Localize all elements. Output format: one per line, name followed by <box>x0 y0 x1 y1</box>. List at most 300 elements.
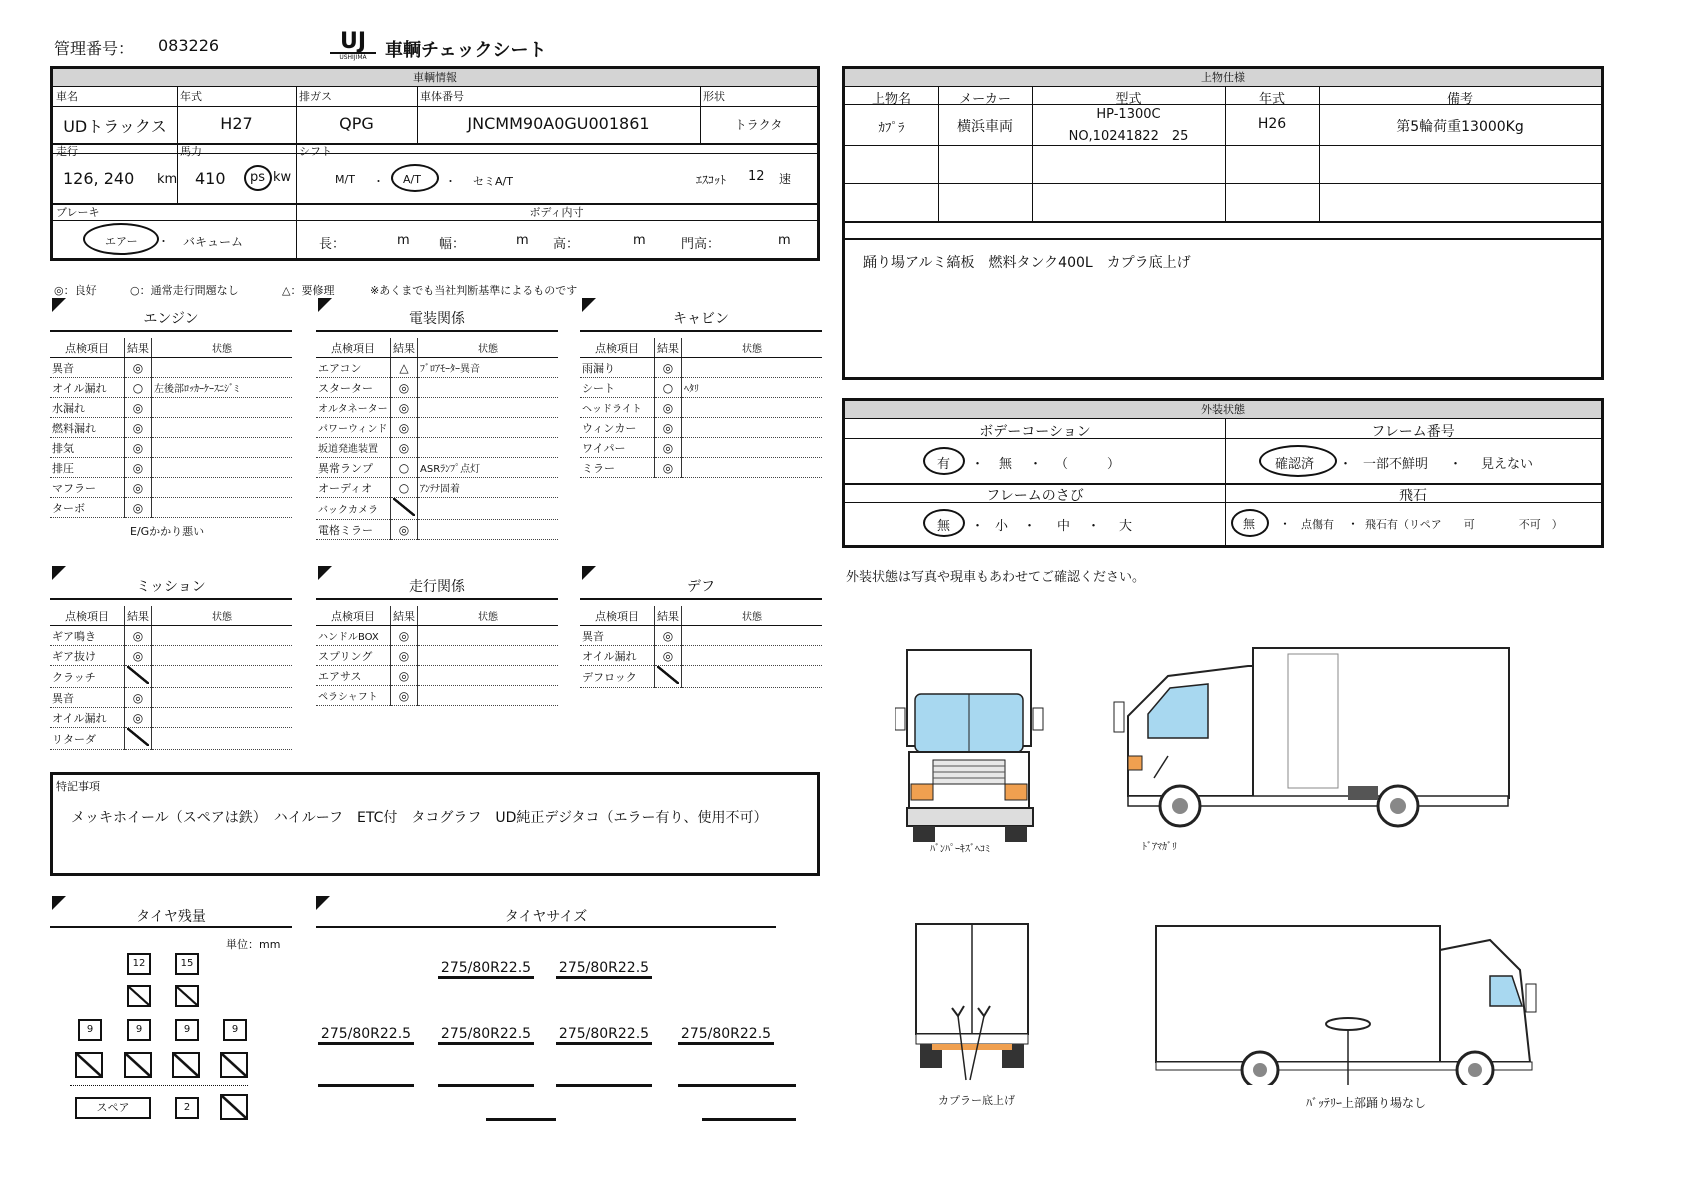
table-row <box>50 728 292 750</box>
check-item: スプリング <box>316 646 391 666</box>
hp-unit-kw: kw <box>273 170 292 185</box>
rust-none: 無 <box>937 519 951 534</box>
table-row <box>316 646 558 666</box>
check-state <box>418 520 559 540</box>
brake-vacuum: バキューム <box>183 235 244 249</box>
frame-invisible: 見えない <box>1481 457 1534 472</box>
tire-rear-1-na <box>75 1052 103 1078</box>
rust-dot-1: ・ <box>971 519 985 534</box>
check-state <box>152 438 293 458</box>
check-result: ◎ <box>655 358 682 378</box>
check-item: バックカメラ <box>316 498 391 520</box>
check-item: ミラー <box>580 458 655 478</box>
col-header-result: 結果 <box>655 338 682 358</box>
frame-ok: 確認済 <box>1275 457 1315 472</box>
check-result: ◎ <box>655 398 682 418</box>
not-applicable-slash <box>127 666 149 684</box>
running-title: 走行関係 <box>409 579 465 595</box>
dim-height-label: 高： <box>553 237 580 252</box>
check-item: 異音 <box>50 358 125 378</box>
table-row <box>50 458 292 478</box>
electrical-table <box>316 338 558 540</box>
table-row <box>316 418 558 438</box>
coating-no: 無 <box>999 457 1013 472</box>
check-state <box>152 646 293 666</box>
mileage-unit: km <box>157 172 178 187</box>
left-side-diagram-note: ﾊﾞｯﾃﾘｰ上部踊り場なし <box>1306 1096 1427 1110</box>
frame-no-label: フレーム番号 <box>1371 424 1455 440</box>
rust-large: 大 <box>1119 519 1133 534</box>
check-item: ハンドルBOX <box>316 626 391 646</box>
legend-ok: ○：通常走行問題なし <box>130 284 239 297</box>
check-item: 異音 <box>50 688 125 708</box>
check-state <box>418 666 559 686</box>
tire-rear-3: 9 <box>175 1019 199 1041</box>
tire-rear-3-na <box>172 1052 200 1078</box>
shift-semi: セミA/T <box>473 175 513 188</box>
dim-height-unit: m <box>633 233 646 248</box>
shift-dot-1: ・ <box>373 175 384 188</box>
cabin-title: キャビン <box>673 311 729 327</box>
check-item: パワーウィンド <box>316 418 391 438</box>
check-result: ◎ <box>125 458 152 478</box>
check-item: クラッチ <box>50 666 125 688</box>
check-item: ギア鳴き <box>50 626 125 646</box>
table-row <box>50 378 292 398</box>
spare-remain: 2 <box>175 1097 199 1119</box>
check-state <box>152 666 293 688</box>
truck-right-side-diagram <box>1108 646 1513 836</box>
upper-maker: 横浜車両 <box>957 119 1013 135</box>
exterior-note: 外装状態は写真や現車もあわせてご確認ください。 <box>846 570 1146 585</box>
dim-door-unit: m <box>778 233 791 248</box>
hp-unit-ps: ps <box>250 170 266 185</box>
check-item: ワイパー <box>580 438 655 458</box>
dim-length-unit: m <box>397 233 410 248</box>
rust-dot-2: ・ <box>1023 519 1037 534</box>
dim-width-unit: m <box>516 233 529 248</box>
tire-rear-4: 9 <box>223 1019 247 1041</box>
tire-size-front-left: 275/80R22.5 <box>438 960 534 979</box>
page-title: 車輌チェックシート <box>385 40 547 61</box>
col-header-state: 状態 <box>682 338 823 358</box>
check-item: スターター <box>316 378 391 398</box>
tire-front-left-na <box>127 985 151 1007</box>
table-row <box>316 358 558 378</box>
col-header-result: 結果 <box>125 606 152 626</box>
tire-front-left: 12 <box>127 953 151 975</box>
col-header-result: 結果 <box>655 606 682 626</box>
table-row <box>50 358 292 378</box>
tire-rear-4-na <box>220 1052 248 1078</box>
cabin-table <box>580 338 822 478</box>
check-result: ◎ <box>391 626 418 646</box>
check-result: ◎ <box>125 646 152 666</box>
check-result: ◎ <box>125 438 152 458</box>
check-item: オイル漏れ <box>50 378 125 398</box>
check-state <box>152 708 293 728</box>
legend-note: ※あくまでも当社判断基準によるものです <box>370 284 578 297</box>
upper-col-note: 備考 <box>1446 92 1473 107</box>
table-row <box>316 438 558 458</box>
legend-good: ◎：良好 <box>54 284 97 297</box>
rust-dot-3: ・ <box>1087 519 1101 534</box>
check-result: ◎ <box>125 688 152 708</box>
stone-dot-1: ・ <box>1279 517 1292 531</box>
frame-partial: 一部不鮮明 <box>1363 457 1429 472</box>
gas-label: 排ガス <box>299 90 332 103</box>
upper-note: 第5輪荷重13000Kg <box>1396 119 1524 135</box>
escot-label: ｴｽｺｯﾄ <box>696 173 727 187</box>
table-row <box>50 498 292 518</box>
check-state <box>418 686 559 706</box>
stone-exist: 飛石有（リペア 可 不可 ） <box>1365 518 1563 531</box>
table-row <box>316 520 558 540</box>
tire-size-rear-4: 275/80R22.5 <box>678 1026 774 1045</box>
check-state <box>418 378 559 398</box>
upper-year: H26 <box>1257 116 1287 132</box>
check-result: ○ <box>125 378 152 398</box>
upper-spec-header: 上物仕様 <box>845 69 1601 87</box>
not-applicable-slash <box>127 728 149 746</box>
check-item: エアサス <box>316 666 391 686</box>
rust-mid: 中 <box>1057 519 1071 534</box>
col-header-result: 結果 <box>125 338 152 358</box>
check-result: ◎ <box>391 438 418 458</box>
check-state <box>682 358 823 378</box>
tire-remain-unit: 単位：mm <box>226 938 281 951</box>
check-item: 坂道発進装置 <box>316 438 391 458</box>
col-header-item: 点検項目 <box>50 338 125 358</box>
vehicle-shape: トラクタ <box>734 118 783 132</box>
check-item: オーディオ <box>316 478 391 498</box>
special-notes-box <box>50 772 820 876</box>
check-result: ◎ <box>125 478 152 498</box>
vehicle-name: UDトラックス <box>63 117 167 136</box>
check-result: △ <box>391 358 418 378</box>
col-header-state: 状態 <box>152 606 293 626</box>
check-item: デフロック <box>580 666 655 688</box>
table-row <box>316 626 558 646</box>
front-diagram-note: ﾊﾞﾝﾊﾟｰｷｽﾞﾍｺﾐ <box>930 844 990 855</box>
vehicle-info-header: 車輌情報 <box>53 69 817 87</box>
check-result <box>655 666 682 688</box>
check-result: ◎ <box>391 686 418 706</box>
check-state: ﾌﾞﾛｱﾓｰﾀｰ異音 <box>418 358 559 378</box>
table-row <box>50 708 292 728</box>
col-header-item: 点検項目 <box>316 338 391 358</box>
shift-at: A/T <box>403 173 421 186</box>
check-item: エアコン <box>316 358 391 378</box>
check-result: ◎ <box>125 498 152 518</box>
upper-col-year: 年式 <box>1258 92 1285 107</box>
table-row <box>50 688 292 708</box>
table-row <box>580 458 822 478</box>
check-state <box>152 418 293 438</box>
chassis-label: 車体番号 <box>420 90 464 103</box>
mileage-value: 126, 240 <box>63 169 135 188</box>
brake-label: ブレーキ <box>56 206 100 219</box>
table-row <box>316 666 558 686</box>
tire-size-rear-2: 275/80R22.5 <box>438 1026 534 1045</box>
table-row <box>580 438 822 458</box>
tire-remain-title: タイヤ残量 <box>136 909 206 925</box>
dim-length-label: 長： <box>319 237 346 252</box>
check-state <box>418 398 559 418</box>
check-result: ◎ <box>655 418 682 438</box>
check-item: ギア抜け <box>50 646 125 666</box>
check-item: シート <box>580 378 655 398</box>
vehicle-chassis: JNCMM90A0GU001861 <box>467 114 650 133</box>
check-item: オルタネーター <box>316 398 391 418</box>
table-row <box>316 478 558 498</box>
stone-none: 無 <box>1243 517 1256 531</box>
check-result: ○ <box>391 458 418 478</box>
check-item: 雨漏り <box>580 358 655 378</box>
check-result <box>125 728 152 750</box>
upper-col-model: 型式 <box>1115 92 1142 107</box>
col-header-item: 点検項目 <box>316 606 391 626</box>
engine-table <box>50 338 292 518</box>
check-item: ペラシャフト <box>316 686 391 706</box>
truck-front-diagram <box>895 644 1045 844</box>
check-item: 異常ランプ <box>316 458 391 478</box>
vehicle-gas: QPG <box>339 114 374 133</box>
running-table <box>316 606 558 706</box>
escot-value: 12 <box>748 169 765 184</box>
check-state <box>682 666 823 688</box>
table-row <box>580 398 822 418</box>
hp-label: 馬力 <box>180 145 202 158</box>
coating-yes: 有 <box>937 457 951 472</box>
check-result: ◎ <box>391 398 418 418</box>
check-item: 排圧 <box>50 458 125 478</box>
upper-model-2: NO,10241822 25 <box>1068 129 1189 144</box>
dim-width-label: 幅： <box>439 237 466 252</box>
check-state <box>682 398 823 418</box>
dim-door-label: 門高： <box>681 237 721 252</box>
check-result: ◎ <box>655 626 682 646</box>
check-result: ◎ <box>391 378 418 398</box>
brake-air: エアー <box>105 235 138 248</box>
year-label: 年式 <box>180 90 202 103</box>
check-result: ◎ <box>655 438 682 458</box>
check-result: ◎ <box>391 520 418 540</box>
tire-size-title: タイヤサイズ <box>504 909 588 925</box>
brake-dot: ・ <box>158 235 169 248</box>
check-state <box>682 458 823 478</box>
body-dim-label: ボディ内寸 <box>529 206 584 219</box>
check-result <box>125 666 152 688</box>
tire-rear-2-na <box>124 1052 152 1078</box>
check-state: ﾍﾀﾘ <box>682 378 823 398</box>
check-state <box>152 398 293 418</box>
rear-diagram-note: カプラー底上げ <box>938 1094 1015 1107</box>
table-row <box>50 398 292 418</box>
rust-label: フレームのさび <box>986 488 1084 504</box>
check-state <box>418 438 559 458</box>
table-row <box>580 358 822 378</box>
col-header-result: 結果 <box>391 606 418 626</box>
coating-paren: （ ） <box>1055 457 1121 472</box>
stone-label: 飛石 <box>1399 488 1427 504</box>
tire-rear-2: 9 <box>127 1019 151 1041</box>
check-result: ◎ <box>125 358 152 378</box>
check-result: ◎ <box>125 398 152 418</box>
tire-size-rear-1: 275/80R22.5 <box>318 1026 414 1045</box>
name-label: 車名 <box>56 90 78 103</box>
table-row <box>580 646 822 666</box>
check-item: マフラー <box>50 478 125 498</box>
upper-col-name: 上物名 <box>871 92 911 107</box>
check-item: ターボ <box>50 498 125 518</box>
spare-label: スペア <box>75 1097 151 1119</box>
table-row <box>50 478 292 498</box>
exterior-box <box>842 398 1604 548</box>
mgmt-label: 管理番号： <box>54 39 135 58</box>
check-result: ◎ <box>391 646 418 666</box>
tire-rear-1: 9 <box>78 1019 102 1041</box>
check-state <box>152 358 293 378</box>
check-state <box>682 418 823 438</box>
engine-note: E/Gかかり悪い <box>130 525 205 538</box>
table-row <box>50 626 292 646</box>
engine-title: エンジン <box>143 311 199 327</box>
shape-label: 形状 <box>703 90 725 103</box>
check-result: ◎ <box>655 646 682 666</box>
table-row <box>580 626 822 646</box>
tire-front-right-na <box>175 985 199 1007</box>
col-header-item: 点検項目 <box>50 606 125 626</box>
check-state <box>682 626 823 646</box>
truck-rear-diagram <box>912 920 1032 1090</box>
upper-model-1: HP-1300C <box>1096 107 1161 122</box>
check-state: ｱﾝﾃﾅ固着 <box>418 478 559 498</box>
col-header-state: 状態 <box>418 606 559 626</box>
check-state: 左後部ﾛｯｶｰｹｰｽﾆｼﾞﾐ <box>152 378 293 398</box>
check-state <box>418 498 559 520</box>
rust-small: 小 <box>995 519 1009 534</box>
check-state <box>418 646 559 666</box>
check-item: 電格ミラー <box>316 520 391 540</box>
check-result: ◎ <box>391 418 418 438</box>
table-row <box>316 686 558 706</box>
mgmt-number: 083226 <box>158 36 220 55</box>
check-result: ◎ <box>125 708 152 728</box>
check-item: 異音 <box>580 626 655 646</box>
spare-na <box>220 1094 248 1120</box>
check-item: ヘッドライト <box>580 398 655 418</box>
frame-dot-2: ・ <box>1449 457 1463 472</box>
check-state <box>152 458 293 478</box>
check-result: ◎ <box>655 458 682 478</box>
check-result: ◎ <box>125 626 152 646</box>
exterior-header: 外装状態 <box>845 401 1601 419</box>
diff-title: デフ <box>687 579 715 595</box>
tire-front-right: 15 <box>175 953 199 975</box>
mission-title: ミッション <box>136 579 206 595</box>
check-state <box>152 688 293 708</box>
side-diagram-note: ﾄﾞｱﾏｶﾞﾘ <box>1142 842 1177 853</box>
tire-size-front-right: 275/80R22.5 <box>556 960 652 979</box>
vehicle-info-box <box>50 66 820 261</box>
truck-left-side-diagram <box>1150 920 1545 1085</box>
shift-mt: M/T <box>335 173 355 186</box>
table-row <box>316 458 558 478</box>
stone-scratch: 点傷有 <box>1301 518 1334 531</box>
vehicle-year: H27 <box>220 114 253 133</box>
check-item: オイル漏れ <box>50 708 125 728</box>
table-row <box>50 418 292 438</box>
special-notes-label: 特記事項 <box>56 780 100 793</box>
table-row <box>50 646 292 666</box>
mission-table <box>50 606 292 750</box>
mileage-label: 走行 <box>56 145 78 158</box>
frame-dot-1: ・ <box>1339 457 1353 472</box>
check-state <box>152 626 293 646</box>
check-state <box>152 498 293 518</box>
table-row <box>316 498 558 520</box>
escot-unit: 速 <box>779 172 792 186</box>
upper-name: ｶﾌﾟﾗ <box>878 121 905 136</box>
col-header-result: 結果 <box>391 338 418 358</box>
col-header-item: 点検項目 <box>580 606 655 626</box>
check-item: 水漏れ <box>50 398 125 418</box>
tire-size-rear-3: 275/80R22.5 <box>556 1026 652 1045</box>
check-result: ◎ <box>125 418 152 438</box>
check-state <box>418 626 559 646</box>
shift-dot-2: ・ <box>445 175 456 188</box>
check-result <box>391 498 418 520</box>
check-state <box>152 478 293 498</box>
check-item: 燃料漏れ <box>50 418 125 438</box>
check-result: ○ <box>391 478 418 498</box>
check-result: ○ <box>655 378 682 398</box>
check-state: ASRﾗﾝﾌﾟ点灯 <box>418 458 559 478</box>
upper-spec-box <box>842 66 1604 380</box>
check-item: ウィンカー <box>580 418 655 438</box>
coating-dot-2: ・ <box>1029 457 1043 472</box>
coating-label: ボデーコーション <box>979 424 1091 440</box>
coating-dot-1: ・ <box>971 457 985 472</box>
table-row <box>50 438 292 458</box>
table-row <box>316 378 558 398</box>
table-row <box>316 398 558 418</box>
check-state <box>682 438 823 458</box>
check-state <box>682 646 823 666</box>
check-item: リターダ <box>50 728 125 750</box>
col-header-state: 状態 <box>682 606 823 626</box>
col-header-item: 点検項目 <box>580 338 655 358</box>
legend-repair: △：要修理 <box>282 284 335 297</box>
special-notes-text: メッキホイール（スペアは鉄） ハイルーフ ETC付 タコグラフ UD純正デジタコ（エラー有り、使用不可） <box>71 810 768 826</box>
upper-remarks: 踊り場アルミ縞板 燃料タンク400L カプラ底上げ <box>863 255 1191 271</box>
not-applicable-slash <box>657 666 679 684</box>
hp-value: 410 <box>195 169 226 188</box>
table-row <box>580 666 822 688</box>
check-item: 排気 <box>50 438 125 458</box>
table-row <box>580 418 822 438</box>
check-result: ◎ <box>391 666 418 686</box>
col-header-state: 状態 <box>152 338 293 358</box>
electrical-title: 電装関係 <box>409 311 465 327</box>
check-item: オイル漏れ <box>580 646 655 666</box>
col-header-state: 状態 <box>418 338 559 358</box>
diff-table <box>580 606 822 688</box>
check-state <box>152 728 293 750</box>
table-row <box>50 666 292 688</box>
stone-dot-2: ・ <box>1347 517 1360 531</box>
